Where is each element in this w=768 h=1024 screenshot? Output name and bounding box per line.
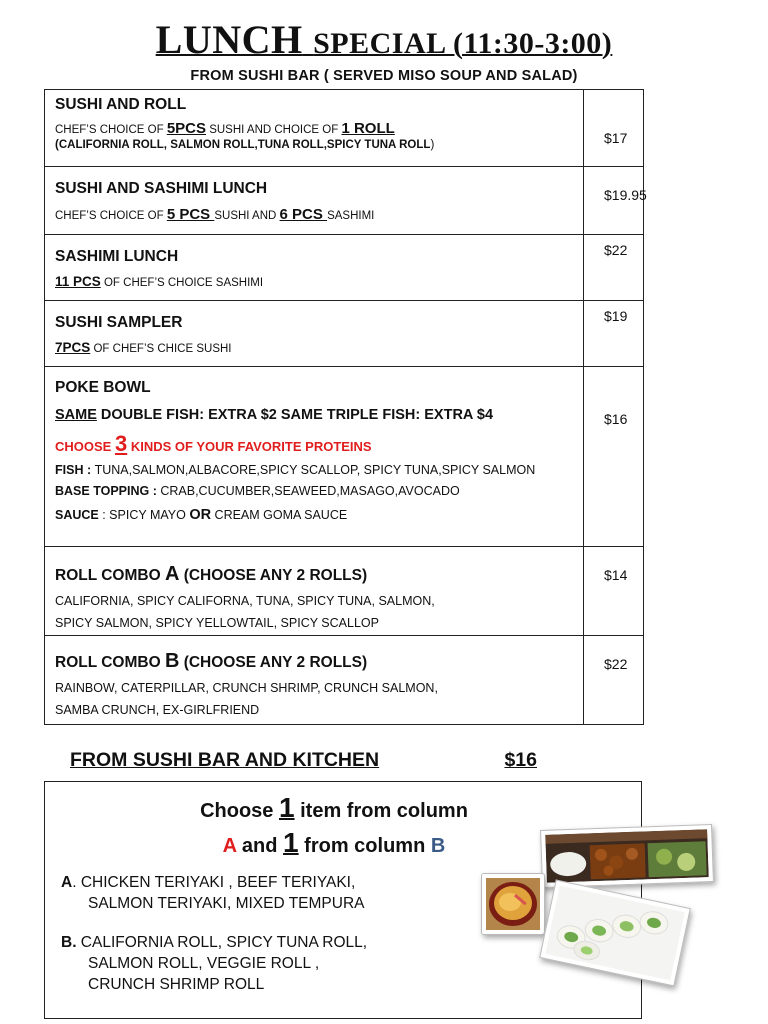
- item-price: $17: [584, 90, 644, 167]
- item-detail: 11 PCS OF CHEF’S CHOICE SASHIMI: [55, 274, 264, 289]
- item-detail: RAINBOW, CATERPILLAR, CRUNCH SHRIMP, CRUNCH SALMON,: [55, 681, 438, 695]
- menu-row: [45, 547, 644, 636]
- menu-row: [45, 167, 644, 235]
- item-detail: BASE TOPPING : CRAB,CUCUMBER,SEAWEED,MASAGO,AVOCADO: [55, 484, 460, 498]
- menu-row: [45, 636, 644, 725]
- item-detail: CHEF’S CHOICE OF 5PCS SUSHI AND CHOICE OF 1 ROLL: [55, 120, 395, 137]
- item-name: SUSHI AND SASHIMI LUNCH: [55, 180, 268, 197]
- menu-description: [45, 636, 584, 725]
- item-detail: SAUCE : SPICY MAYO OR CREAM GOMA SAUCE: [55, 507, 348, 523]
- item-detail: CHOOSE 3 KINDS OF YOUR FAVORITE PROTEINS: [55, 431, 372, 456]
- menu-row: [45, 367, 644, 547]
- item-name: SUSHI AND ROLL: [55, 96, 187, 113]
- item-name: ROLL COMBO A (CHOOSE ANY 2 ROLLS): [55, 563, 368, 585]
- item-price: $14: [584, 547, 644, 636]
- menu-description: [45, 301, 584, 367]
- page-title: [0, 18, 768, 66]
- menu-description: [45, 235, 584, 301]
- item-detail: FISH : TUNA,SALMON,ALBACORE,SPICY SCALLOP, SPICY TUNA,SPICY SALMON: [55, 463, 536, 477]
- menu-description: [45, 367, 584, 547]
- item-detail: SAMBA CRUNCH, EX-GIRLFRIEND: [55, 703, 260, 717]
- item-detail: CHEF’S CHOICE OF 5 PCS SUSHI AND 6 PCS SASHIMI: [55, 206, 375, 223]
- item-detail: CALIFORNIA, SPICY CALIFORNA, TUNA, SPICY TUNA, SALMON,: [55, 594, 435, 608]
- menu-description: [45, 167, 584, 235]
- miso-soup-photo: [481, 873, 545, 935]
- item-price: $19: [584, 301, 644, 367]
- lunch-menu-table: [44, 89, 647, 725]
- menu-row: [45, 301, 644, 367]
- menu-description: [45, 90, 584, 167]
- menu-description: [45, 547, 584, 636]
- choose-line-2: A and 1 from column B: [222, 827, 446, 858]
- item-price: $19.95: [584, 167, 644, 235]
- kitchen-price: $16: [504, 749, 537, 771]
- item-price: $22: [584, 235, 644, 301]
- teriyaki-photo: [540, 824, 714, 888]
- kitchen-section-title: [70, 749, 540, 772]
- column-a-list: A. CHICKEN TERIYAKI , BEEF TERIYAKI, SALMON TERIYAKI, MIXED TEMPURA: [61, 874, 365, 912]
- kitchen-title-text: FROM SUSHI BAR AND KITCHEN: [70, 749, 380, 771]
- choose-line-1: Choose 1 item from column: [200, 792, 468, 823]
- column-b-list: B. CALIFORNIA ROLL, SPICY TUNA ROLL, SALMON ROLL, VEGGIE ROLL , CRUNCH SHRIMP ROLL: [61, 934, 368, 993]
- title-main: LUNCH: [155, 17, 303, 62]
- item-detail: 7PCS OF CHEF’S CHICE SUSHI: [55, 340, 232, 355]
- item-name: ROLL COMBO B (CHOOSE ANY 2 ROLLS): [55, 650, 368, 672]
- item-detail: SAME DOUBLE FISH: EXTRA $2 SAME TRIPLE FISH: EXTRA $4: [55, 407, 494, 423]
- menu-row: [45, 235, 644, 301]
- item-price: $16: [584, 367, 644, 547]
- item-name: SUSHI SAMPLER: [55, 314, 183, 331]
- menu-row: [45, 90, 644, 167]
- item-detail: (CALIFORNIA ROLL, SALMON ROLL,TUNA ROLL,SPICY TUNA ROLL): [55, 139, 435, 151]
- item-price: $22: [584, 636, 644, 725]
- title-rest: SPECIAL (11:30-3:00): [313, 27, 613, 60]
- item-detail: SPICY SALMON, SPICY YELLOWTAIL, SPICY SCALLOP: [55, 616, 379, 630]
- item-name: POKE BOWL: [55, 379, 151, 396]
- item-name: SASHIMI LUNCH: [55, 248, 179, 265]
- subtitle: FROM SUSHI BAR ( SERVED MISO SOUP AND SALAD): [190, 68, 578, 84]
